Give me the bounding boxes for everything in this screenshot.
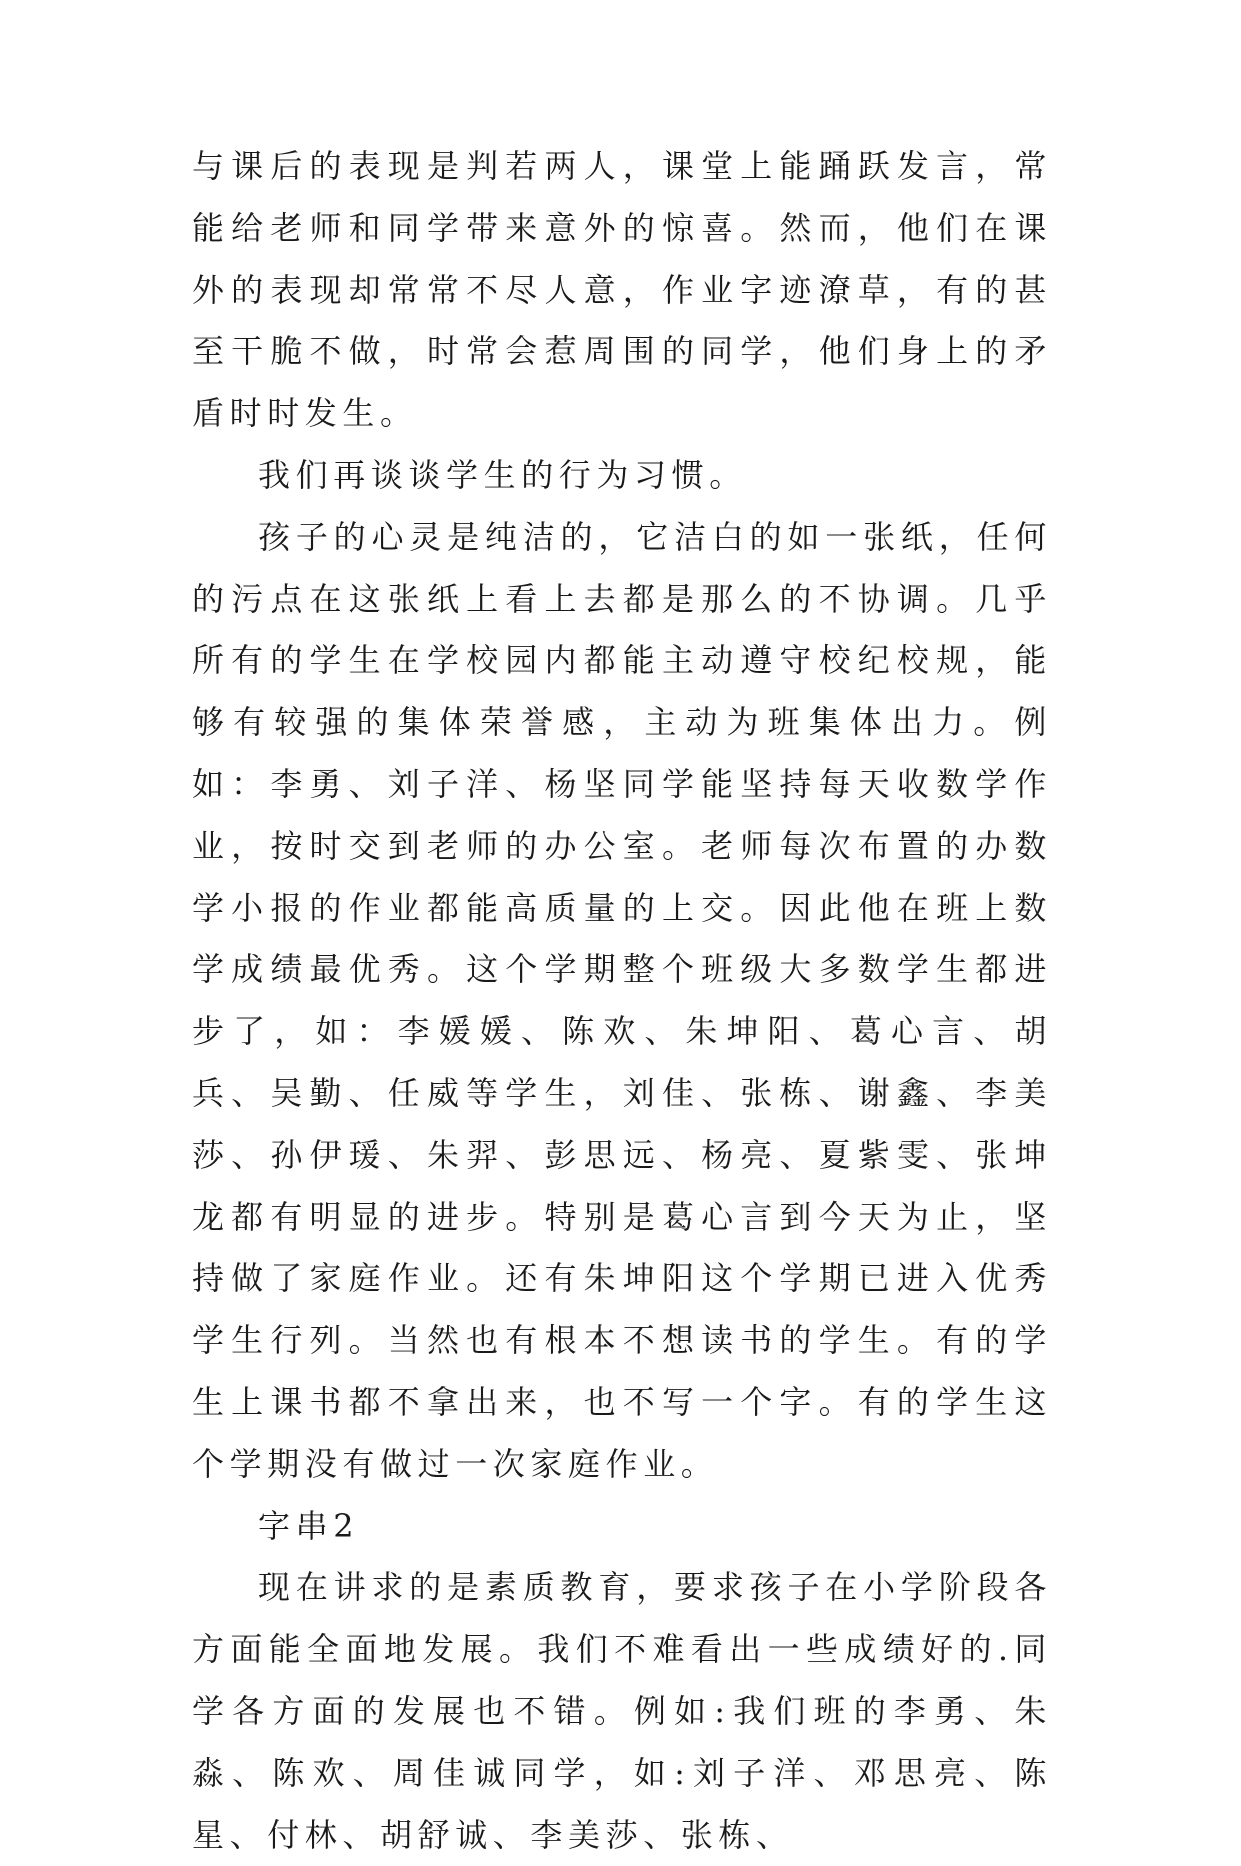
paragraph-student-progress: 孩子的心灵是纯洁的，它洁白的如一张纸，任何的污点在这张纸上看上去都是那么的不协调。几乎所有的学生在学校园内都能主动遵守校纪校规，能够有较强的集体荣誉感，主动为班集体出力。例如：李勇、刘子洋、杨坚同学能坚持每天收数学作业，按时交到老师的办公室。老师每次布置的办数学小报的作业都能高质量的上交。因此他在班上数学成绩最优秀。这个学期整个班级大多数学生都进步了，如：李媛媛、陈欢、朱坤阳、葛心言、胡兵、吴勤、任威等学生，刘佳、张栋、谢鑫、李美莎、孙伊瑗、朱羿、彭思远、杨亮、夏紫雯、张坤龙都有明显的进步。特别是葛心言到今天为止，坚持做了家庭作业。还有朱坤阳这个学期已进入优秀学生行列。当然也有根本不想读书的学生。有的学生上课书都不拿出来，也不写一个字。有的学生这个学期没有做过一次家庭作业。 bbox=[192, 517, 1052, 1483]
document-body bbox=[192, 136, 1052, 1866]
paragraph-student-behavior-contrast: 与课后的表现是判若两人，课堂上能踊跃发言，常能给老师和同学带来意外的惊喜。然而，他们在课外的表现却常常不尽人意，作业字迹潦草，有的甚至干脆不做，时常会惹周围的同学，他们身上的矛盾时时发生。 bbox=[192, 147, 1052, 433]
paragraph-section-marker: 字串2 bbox=[258, 1506, 360, 1545]
paragraph-behavior-habits-heading: 我们再谈谈学生的行为习惯。 bbox=[258, 455, 747, 494]
paragraph-quality-education: 现在讲求的是素质教育，要求孩子在小学阶段各方面能全面地发展。我们不难看出一些成绩好的.同学各方面的发展也不错。例如:我们班的李勇、朱淼、陈欢、周佳诚同学，如:刘子洋、邓思亮、陈星、付林、胡舒诚、李美莎、张栋、 bbox=[192, 1568, 1052, 1854]
